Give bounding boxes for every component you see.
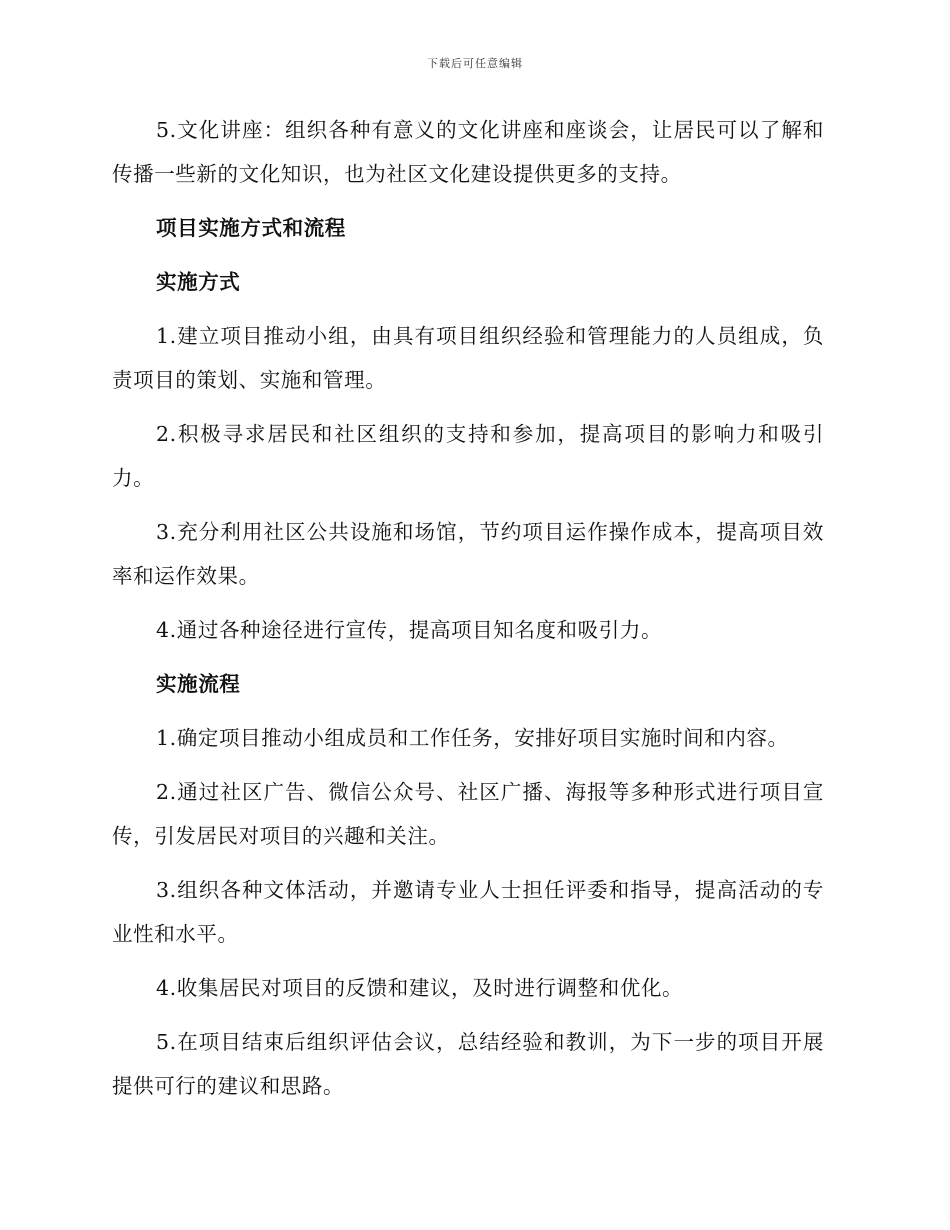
paragraph-cultural-lecture: 5.文化讲座：组织各种有意义的文化讲座和座谈会，让居民可以了解和传播一些新的文化知识，也为社区文化建设提供更多的支持。 xyxy=(112,118,824,186)
header-note: 下载后可任意编辑 xyxy=(427,57,523,70)
subheading-implementation-process: 实施流程 xyxy=(156,672,241,696)
method-item-3: 3.充分利用社区公共设施和场馆，节约项目运作操作成本，提高项目效率和运作效果。 xyxy=(112,520,824,588)
process-item-2: 2.通过社区广告、微信公众号、社区广播、海报等多种形式进行项目宣传，引发居民对项目的兴趣和关注。 xyxy=(112,780,824,848)
process-item-1: 1.确定项目推动小组成员和工作任务，安排好项目实施时间和内容。 xyxy=(156,726,789,750)
process-item-4: 4.收集居民对项目的反馈和建议，及时进行调整和优化。 xyxy=(156,976,684,1000)
document-body xyxy=(112,108,824,1118)
process-item-5: 5.在项目结束后组织评估会议，总结经验和教训，为下一步的项目开展提供可行的建议和思路。 xyxy=(112,1030,824,1098)
method-item-4: 4.通过各种途径进行宣传，提高项目知名度和吸引力。 xyxy=(156,618,663,642)
section-heading-implementation: 项目实施方式和流程 xyxy=(156,216,346,240)
process-item-3: 3.组织各种文体活动，并邀请专业人士担任评委和指导，提高活动的专业性和水平。 xyxy=(112,878,824,946)
method-item-1: 1.建立项目推动小组，由具有项目组织经验和管理能力的人员组成，负责项目的策划、实施和管理。 xyxy=(112,324,824,392)
subheading-implementation-method: 实施方式 xyxy=(156,270,241,294)
method-item-2: 2.积极寻求居民和社区组织的支持和参加，提高项目的影响力和吸引力。 xyxy=(112,422,824,490)
